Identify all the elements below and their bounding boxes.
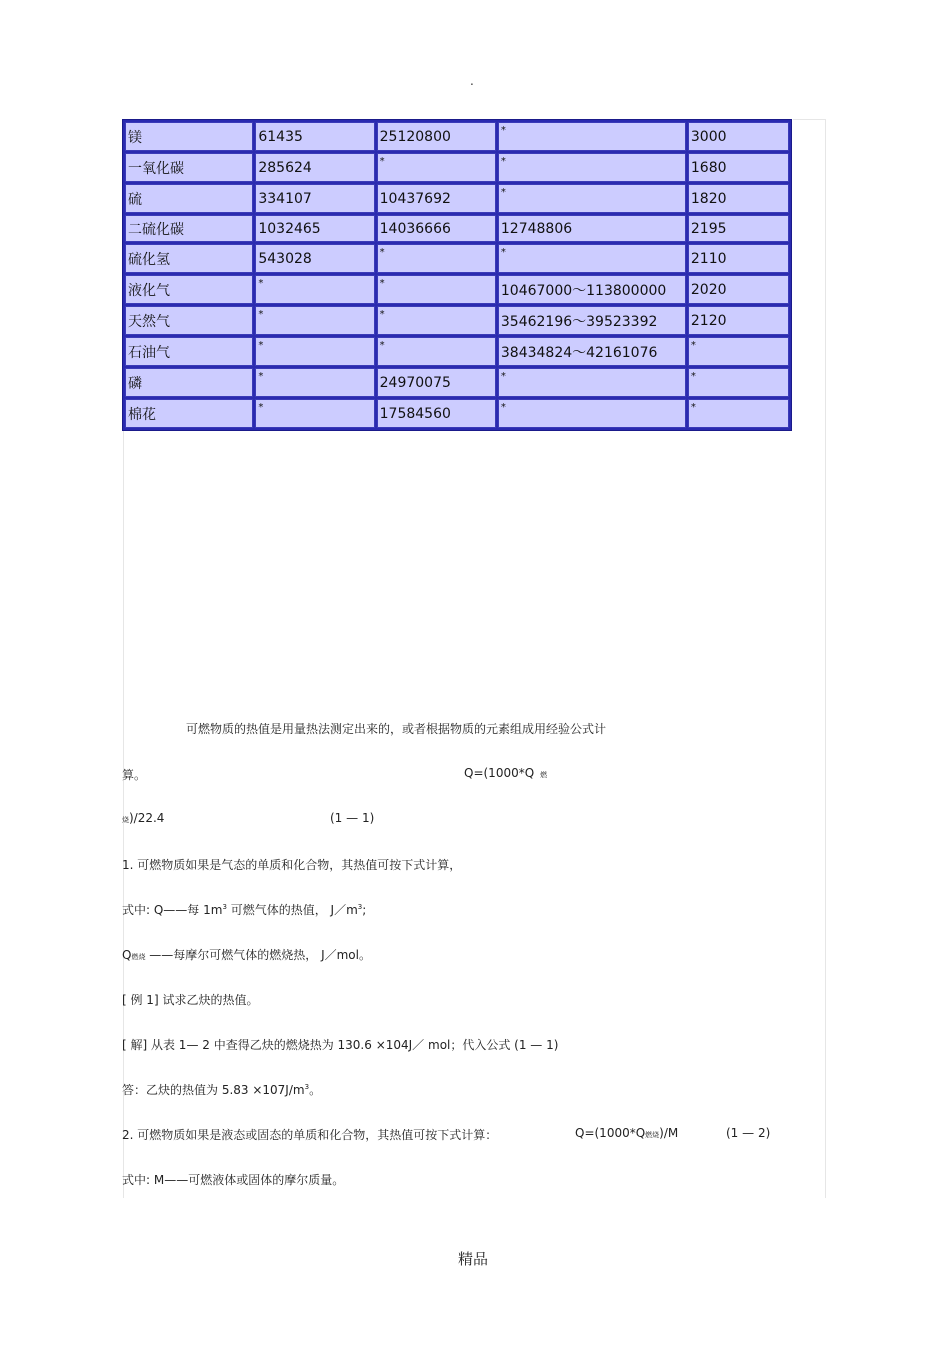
table-cell: 334107 xyxy=(255,184,374,213)
table-cell: 12748806 xyxy=(498,215,686,242)
table-row xyxy=(125,306,789,335)
q-burn-definition: Q燃烧 ——每摩尔可燃气体的燃烧热， J／mol。 xyxy=(122,948,371,962)
table-cell: * xyxy=(377,275,496,304)
table-cell: 61435 xyxy=(255,122,374,151)
table-cell: * xyxy=(255,306,374,335)
footer-label: 精品 xyxy=(458,1250,489,1268)
table-cell: 一氧化碳 xyxy=(125,153,253,182)
table-cell: 天然气 xyxy=(125,306,253,335)
table-cell: * xyxy=(688,337,789,366)
table-row xyxy=(125,368,789,397)
table-cell: 二硫化碳 xyxy=(125,215,253,242)
table-cell: * xyxy=(255,275,374,304)
table-cell: 1680 xyxy=(688,153,789,182)
table-row xyxy=(125,215,789,242)
table-cell: 14036666 xyxy=(377,215,496,242)
where-2: 式中: M——可燃液体或固体的摩尔质量。 xyxy=(122,1173,345,1187)
table-cell: 10437692 xyxy=(377,184,496,213)
table-cell: 液化气 xyxy=(125,275,253,304)
table-cell: 镁 xyxy=(125,122,253,151)
table-cell: * xyxy=(688,399,789,428)
intro-line-2: 算。 xyxy=(122,768,147,782)
table-cell: * xyxy=(498,244,686,273)
page-frame-top xyxy=(793,119,826,120)
table-cell: 285624 xyxy=(255,153,374,182)
header-mark: . xyxy=(470,74,474,88)
table-cell: 1032465 xyxy=(255,215,374,242)
table-cell: 石油气 xyxy=(125,337,253,366)
table-cell: * xyxy=(498,184,686,213)
table-cell: 24970075 xyxy=(377,368,496,397)
intro-line-1: 可燃物质的热值是用量热法测定出来的，或者根据物质的元素组成用经验公式计 xyxy=(186,722,607,736)
table-row xyxy=(125,153,789,182)
table-cell: 2020 xyxy=(688,275,789,304)
formula-1-part-b: 烧)/22.4 xyxy=(122,811,165,825)
table-cell: 磷 xyxy=(125,368,253,397)
table-cell: 2120 xyxy=(688,306,789,335)
table-row xyxy=(125,184,789,213)
table-cell: * xyxy=(255,368,374,397)
table-cell: 1820 xyxy=(688,184,789,213)
table-row xyxy=(125,399,789,428)
table-cell: 25120800 xyxy=(377,122,496,151)
table-cell: * xyxy=(377,244,496,273)
page-frame-right xyxy=(825,119,826,1198)
table-cell: * xyxy=(688,368,789,397)
table-cell: * xyxy=(255,337,374,366)
table-row xyxy=(125,275,789,304)
table-cell: 3000 xyxy=(688,122,789,151)
table-row xyxy=(125,244,789,273)
formula-1-part-a: Q=(1000*Q 燃 xyxy=(464,766,548,780)
heat-value-table xyxy=(122,119,792,431)
table-cell: * xyxy=(498,122,686,151)
table-cell: 硫化氢 xyxy=(125,244,253,273)
table-cell: 硫 xyxy=(125,184,253,213)
table-cell: 10467000～113800000 xyxy=(498,275,686,304)
table-cell: 35462196～39523392 xyxy=(498,306,686,335)
table-cell: 543028 xyxy=(255,244,374,273)
table-cell: * xyxy=(377,337,496,366)
table-cell: 2195 xyxy=(688,215,789,242)
table-cell: * xyxy=(498,368,686,397)
table-row xyxy=(125,337,789,366)
answer-1: 答：乙炔的热值为 $5.83 \times 107J/m^3$。 xyxy=(122,1083,322,1097)
item-2: 2. 可燃物质如果是液态或固态的单质和化合物，其热值可按下式计算： xyxy=(122,1128,498,1142)
formula-1-number: (1 — 1) xyxy=(330,811,375,825)
table-cell: * xyxy=(498,399,686,428)
example-1: [ 例 1] 试求乙炔的热值。 xyxy=(122,993,259,1007)
table-cell: 17584560 xyxy=(377,399,496,428)
table-cell: * xyxy=(498,153,686,182)
table-cell: 棉花 xyxy=(125,399,253,428)
formula-2: Q=(1000*Q燃烧)/M xyxy=(575,1126,679,1140)
where-1: 式中: Q——每 $1m^3$ 可燃气体的热值， $J/m^3$; xyxy=(122,903,367,917)
table-cell: 38434824～42161076 xyxy=(498,337,686,366)
table-cell: 2110 xyxy=(688,244,789,273)
table-cell: * xyxy=(377,153,496,182)
item-1: 1. 可燃物质如果是气态的单质和化合物，其热值可按下式计算， xyxy=(122,858,462,872)
formula-2-number: (1 — 2) xyxy=(726,1126,771,1140)
table-cell: * xyxy=(255,399,374,428)
table-row xyxy=(125,122,789,151)
solution-1: [ 解] 从表 1— 2 中查得乙炔的燃烧热为 130.6 ×104J／ mol；代入公式 (1 — 1) xyxy=(122,1038,559,1052)
table-cell: * xyxy=(377,306,496,335)
